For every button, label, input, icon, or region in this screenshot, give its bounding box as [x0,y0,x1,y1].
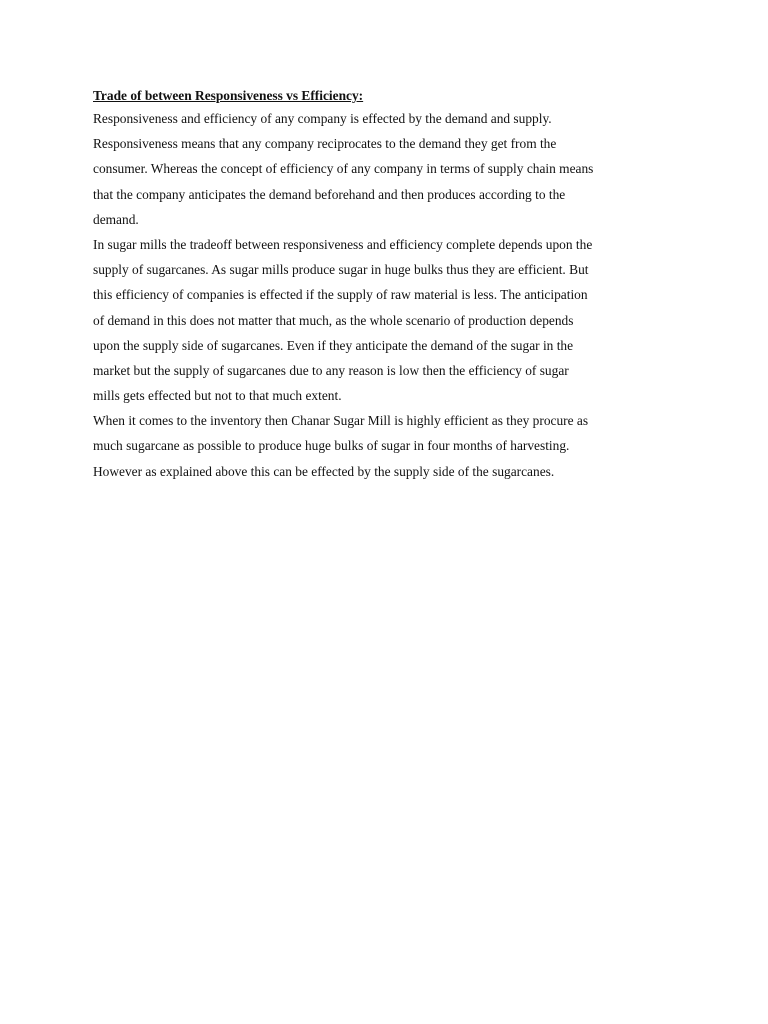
body-line: this efficiency of companies is effected if the supply of raw material is less. The anticipation [93,287,588,303]
body-line: In sugar mills the tradeoff between responsiveness and efficiency complete depends upon the [93,236,593,252]
body-line: Responsiveness and efficiency of any company is effected by the demand and supply. [93,111,552,126]
body-line: of demand in this does not matter that much, as the whole scenario of production depends [93,312,574,328]
body-line: much sugarcane as possible to produce huge bulks of sugar in four months of harvesting. [93,438,570,454]
document-body [93,86,693,487]
body-line: that the company anticipates the demand beforehand and then produces according to the [93,186,566,202]
body-line: However as explained above this can be effected by the supply side of the sugarcanes. [93,463,555,479]
body-line: demand. [93,211,139,227]
body-line: upon the supply side of sugarcanes. Even if they anticipate the demand of the sugar in the [93,337,574,353]
body-line: market but the supply of sugarcanes due to any reason is low then the efficiency of sugar [93,362,569,378]
section-heading: Trade of between Responsiveness vs Efficiency: [93,88,364,103]
body-line: mills gets effected but not to that much extent. [93,388,342,404]
body-line: Responsiveness means that any company reciprocates to the demand they get from the [93,136,557,152]
body-line: When it comes to the inventory then Chanar Sugar Mill is highly efficient as they procure as [93,413,589,429]
body-line: supply of sugarcanes. As sugar mills produce sugar in huge bulks thus they are efficient. But [93,262,589,278]
body-line: consumer. Whereas the concept of efficiency of any company in terms of supply chain means [93,161,594,177]
